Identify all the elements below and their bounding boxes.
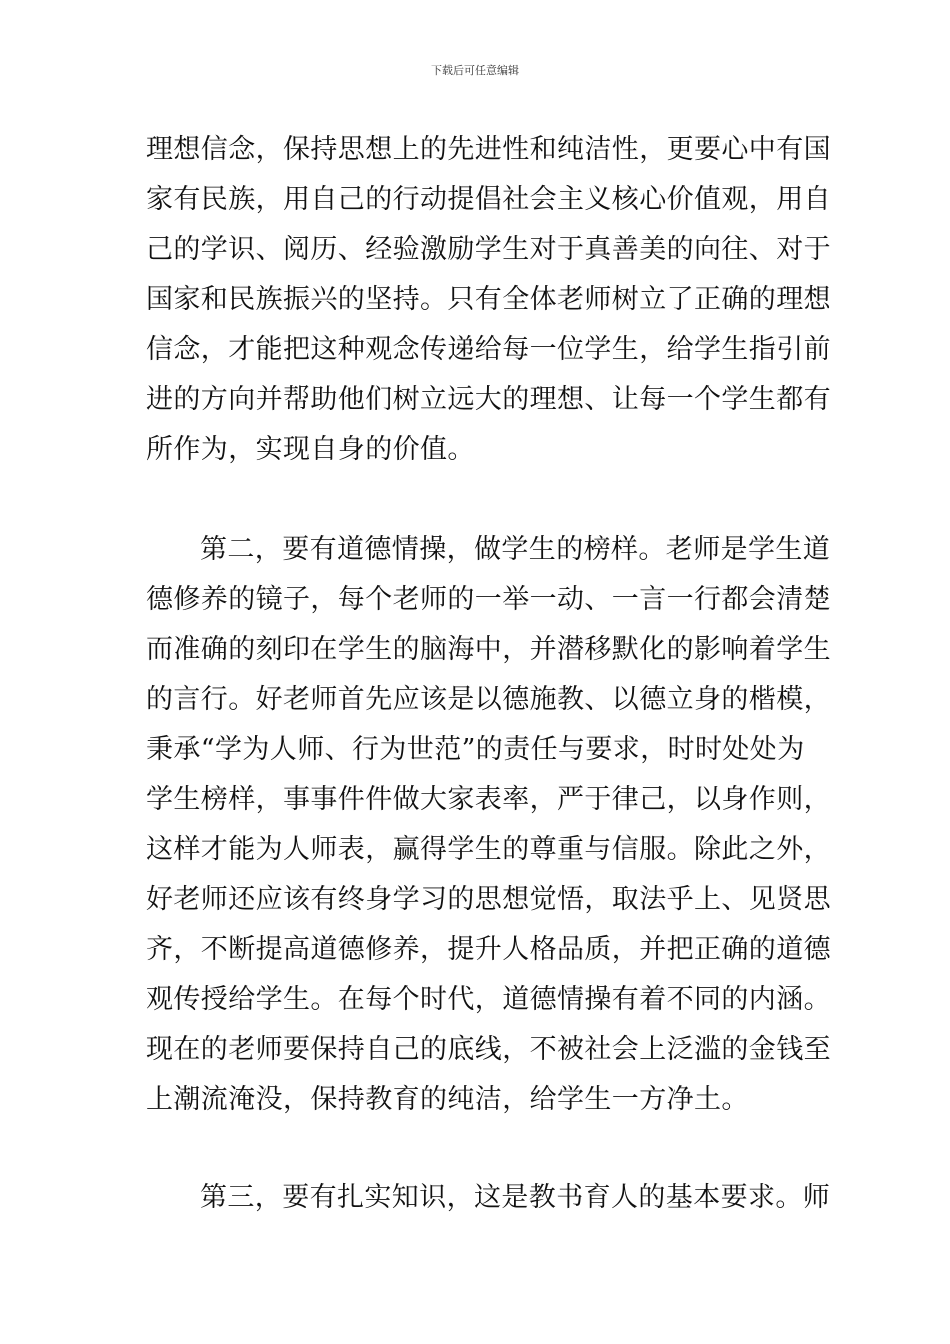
paragraph-line: 第三，要有扎实知识，这是教书育人的基本要求。师 <box>200 1182 831 1213</box>
paragraph-line: 理想信念，保持思想上的先进性和纯洁性，更要心中有国 <box>146 134 831 165</box>
paragraph-line: 德修养的镜子，每个老师的一举一动、一言一行都会清楚 <box>146 584 831 615</box>
paragraph-line: 的言行。好老师首先应该是以德施教、以德立身的楷模， <box>146 684 831 715</box>
paragraph-line: 所作为，实现自身的价值。 <box>146 434 475 465</box>
paragraph-line: 这样才能为人师表，赢得学生的尊重与信服。除此之外， <box>146 834 831 865</box>
paragraph-line: 进的方向并帮助他们树立远大的理想、让每一个学生都有 <box>146 384 831 415</box>
paragraph-line: 第二，要有道德情操，做学生的榜样。老师是学生道 <box>200 534 831 565</box>
paragraph-line: 好老师还应该有终身学习的思想觉悟，取法乎上、见贤思 <box>146 884 831 915</box>
paragraph-line: 而准确的刻印在学生的脑海中，并潜移默化的影响着学生 <box>146 634 831 665</box>
paragraph-line: 信念，才能把这种观念传递给每一位学生，给学生指引前 <box>146 334 831 365</box>
paragraph-line: 齐，不断提高道德修养，提升人格品质，并把正确的道德 <box>146 934 831 965</box>
paragraph-line: 现在的老师要保持自己的底线，不被社会上泛滥的金钱至 <box>146 1034 831 1065</box>
page-header: 下载后可任意编辑 <box>431 64 519 77</box>
paragraph-line: 秉承“学为人师、行为世范”的责任与要求，时时处处为 <box>146 734 805 765</box>
paragraph-line: 观传授给学生。在每个时代，道德情操有着不同的内涵。 <box>146 984 831 1015</box>
paragraph-line: 学生榜样，事事件件做大家表率，严于律己，以身作则， <box>146 784 831 815</box>
paragraph-line: 家有民族，用自己的行动提倡社会主义核心价值观，用自 <box>146 184 831 215</box>
paragraph-line: 上潮流淹没，保持教育的纯洁，给学生一方净土。 <box>146 1084 749 1115</box>
paragraph-line: 己的学识、阅历、经验激励学生对于真善美的向往、对于 <box>146 234 831 265</box>
paragraph-line: 国家和民族振兴的坚持。只有全体老师树立了正确的理想 <box>146 284 831 315</box>
